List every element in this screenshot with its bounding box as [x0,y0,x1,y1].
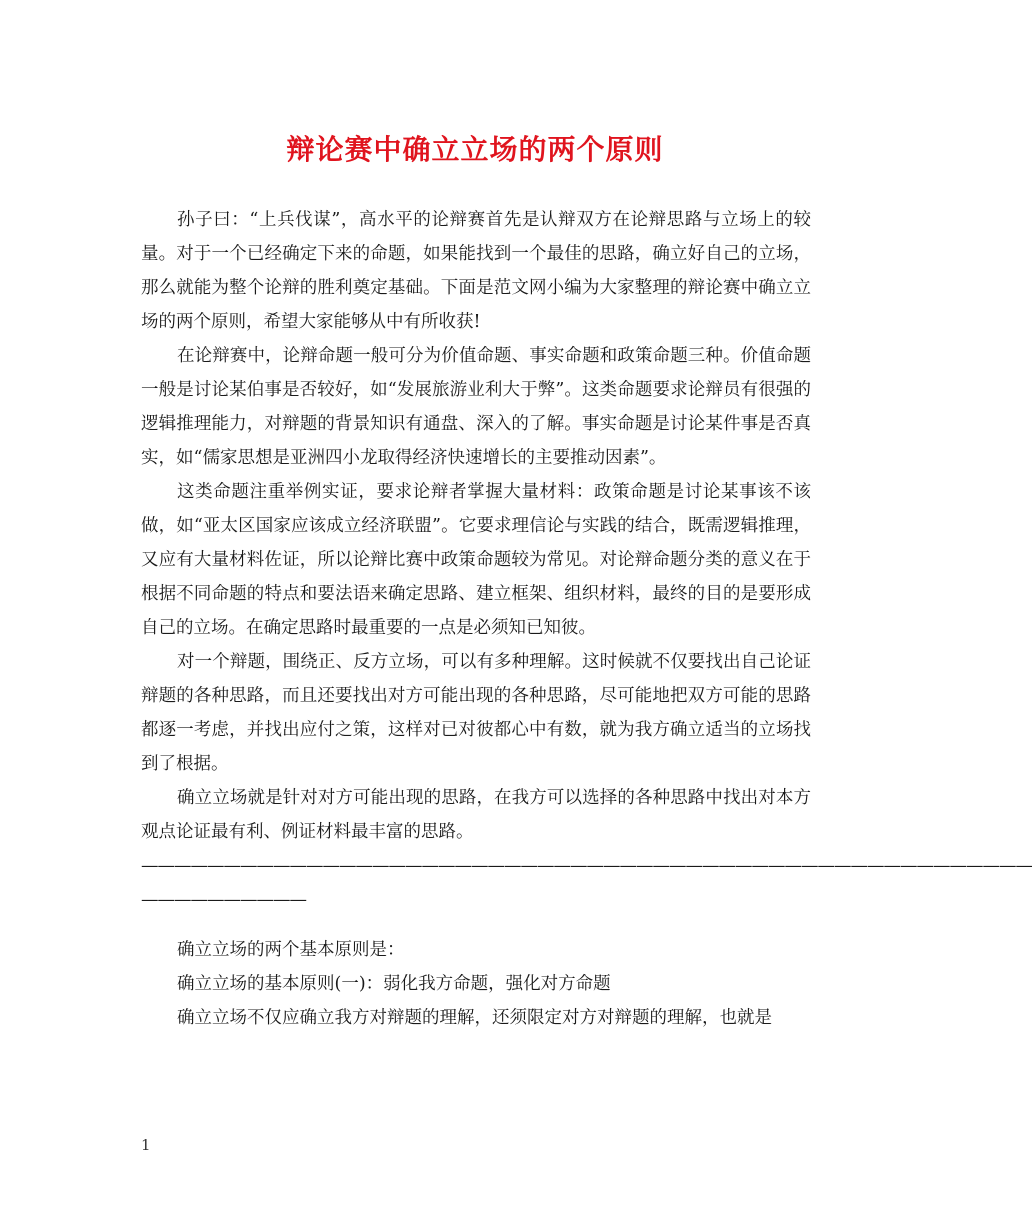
paragraph-proposition-types: 在论辩赛中，论辩命题一般可分为价值命题、事实命题和政策命题三种。价值命题一般是讨论某伯事是否较好，如“发展旅游业利大于弊”。这类命题要求论辩员有很强的逻辑推理能力，对辩题的背景知识有通盘、深入的了解。事实命题是讨论某件事是否真实，如“儒家思想是亚洲四小龙取得经济快速增长的主要推动因素”。 [141,346,811,468]
separator-line: —————————————————————————————————————————————————————— [141,856,1032,876]
paragraph-principles-heading: 确立立场的两个基本原则是： [177,940,405,960]
separator-line-tail: —————————— [141,890,306,910]
page-number: 1 [141,1136,151,1154]
document-title: 辩论赛中确立立场的两个原则 [286,133,664,166]
paragraph-establish-stance: 确立立场就是针对对方可能出现的思路，在我方可以选择的各种思路中找出对本方观点论证最有利、例证材料最丰富的思路。 [141,788,811,842]
document-body [141,203,1032,1035]
paragraph-intro: 孙子曰：“上兵伐谋”，高水平的论辩赛首先是认辩双方在论辩思路与立场上的较量。对于一个已经确定下来的命题，如果能找到一个最佳的思路，确立好自己的立场，那么就能为整个论辩的胜利奠定基础。下面是范文网小编为大家整理的辩论赛中确立立场的两个原则，希望大家能够从中有所收获! [141,210,811,332]
paragraph-principle-one-body: 确立立场不仅应确立我方对辩题的理解，还须限定对方对辩题的理解，也就是 [177,1008,772,1028]
paragraph-principle-one: 确立立场的基本原则(一)：弱化我方命题，强化对方命题 [177,974,611,994]
paragraph-understanding: 对一个辩题，围绕正、反方立场，可以有多种理解。这时候就不仅要找出自己论证辩题的各种思路，而且还要找出对方可能出现的各种思路，尽可能地把双方可能的思路都逐一考虑，并找出应付之策，这样对已对彼都心中有数，就为我方确立适当的立场找到了根据。 [141,652,811,774]
section-spacer [141,917,811,933]
paragraph-policy-propositions: 这类命题注重举例实证，要求论辩者掌握大量材料：政策命题是讨论某事该不该做，如“亚太区国家应该成立经济联盟”。它要求理信论与实践的结合，既需逻辑推理，又应有大量材料佐证，所以论辩比赛中政策命题较为常见。对论辩命题分类的意义在于根据不同命题的特点和要法语来确定思路、建立框架、组织材料，最终的目的是要形成自己的立场。在确定思路时最重要的一点是必须知已知彼。 [141,482,811,638]
